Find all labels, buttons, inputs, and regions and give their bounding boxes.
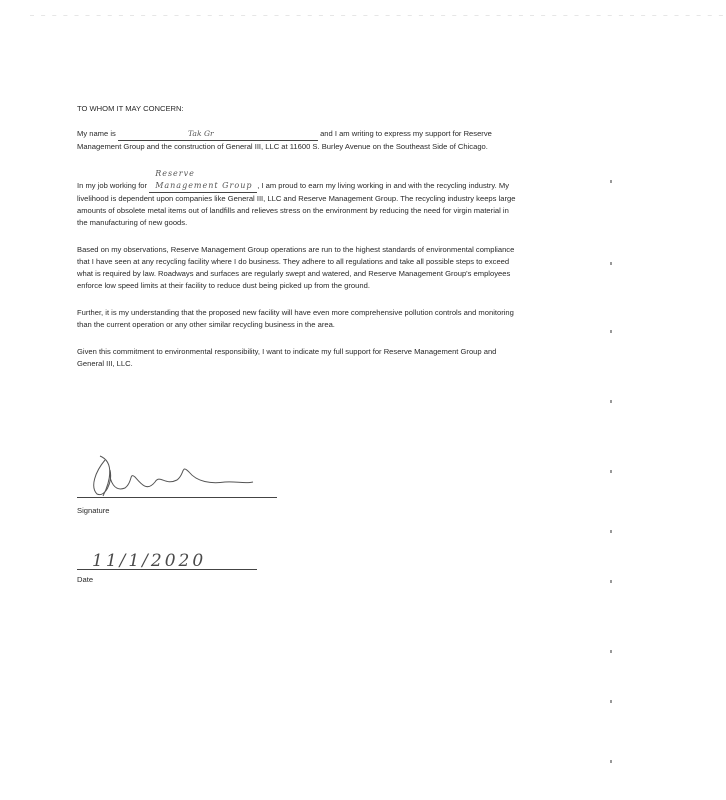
signature-scribble <box>85 452 255 500</box>
scan-edge-mark <box>610 650 612 653</box>
intro-text-end: and I am writing to express my support for Reserve Management Group and the construction of General III, LLC at 11600 S. Burley Avenue on the Southeast Side of Chicago. <box>77 129 492 151</box>
paragraph-observations: Based on my observations, Reserve Management Group operations are run to the highest standards of environmental compliance that I have seen at any recycling facility where I do business. They adhere to all regulations and take all possible steps to exceed what is required by law. Roadways and surfaces are regularly swept and watered, and Reserve Management Group's employees enforce low speed limits at their facility to reduce dust being picked up from the ground. <box>77 245 515 290</box>
scan-edge-mark <box>610 262 612 265</box>
intro-text-start: My name is <box>77 129 116 138</box>
employment-text-start: In my job working for <box>77 181 148 190</box>
date-label: Date <box>77 575 94 584</box>
paragraph-intro <box>77 128 517 153</box>
handwritten-date: 11/1/2020 <box>92 551 207 571</box>
handwritten-name: Tak Gr <box>118 128 318 141</box>
handwritten-employer: Reserve Management Group <box>149 168 257 193</box>
paragraph-employment <box>77 168 517 229</box>
paragraph-future-facility: Further, it is my understanding that the proposed new facility will have even more comprehensive pollution controls and monitoring than the current operation or any other similar recycling business in the area. <box>77 308 514 329</box>
scan-header-artifact: — — — — — — — — — — — — — — — — — — — — — — — — — — — — — — — — — — — — — — — — — — — — — — — — — — — — — — — — — — — — — — — <box>30 12 726 17</box>
scan-edge-mark <box>610 400 612 403</box>
scan-edge-mark <box>610 580 612 583</box>
signature-line <box>77 497 277 498</box>
scan-edge-mark <box>610 470 612 473</box>
paragraph-closing: Given this commitment to environmental responsibility, I want to indicate my full support for Reserve Management Group and General III, LLC. <box>77 347 497 368</box>
signature-label: Signature <box>77 506 110 515</box>
scan-edge-mark <box>610 330 612 333</box>
scan-edge-mark <box>610 530 612 533</box>
scan-edge-mark <box>610 760 612 763</box>
salutation: TO WHOM IT MAY CONCERN: <box>77 104 184 113</box>
scan-edge-mark <box>610 700 612 703</box>
letter-body <box>77 103 517 385</box>
scan-edge-mark <box>610 180 612 183</box>
employment-text-end: , I am proud to earn my living working in and with the recycling industry. My livelihood is dependent upon companies like General III, LLC and Reserve Management Group. The recycling industry keeps large amounts of obsolete metal items out of landfills and relieves stress on the environment by reducing the need for virgin material in the manufacturing of new goods. <box>77 181 516 227</box>
date-line <box>77 569 257 570</box>
